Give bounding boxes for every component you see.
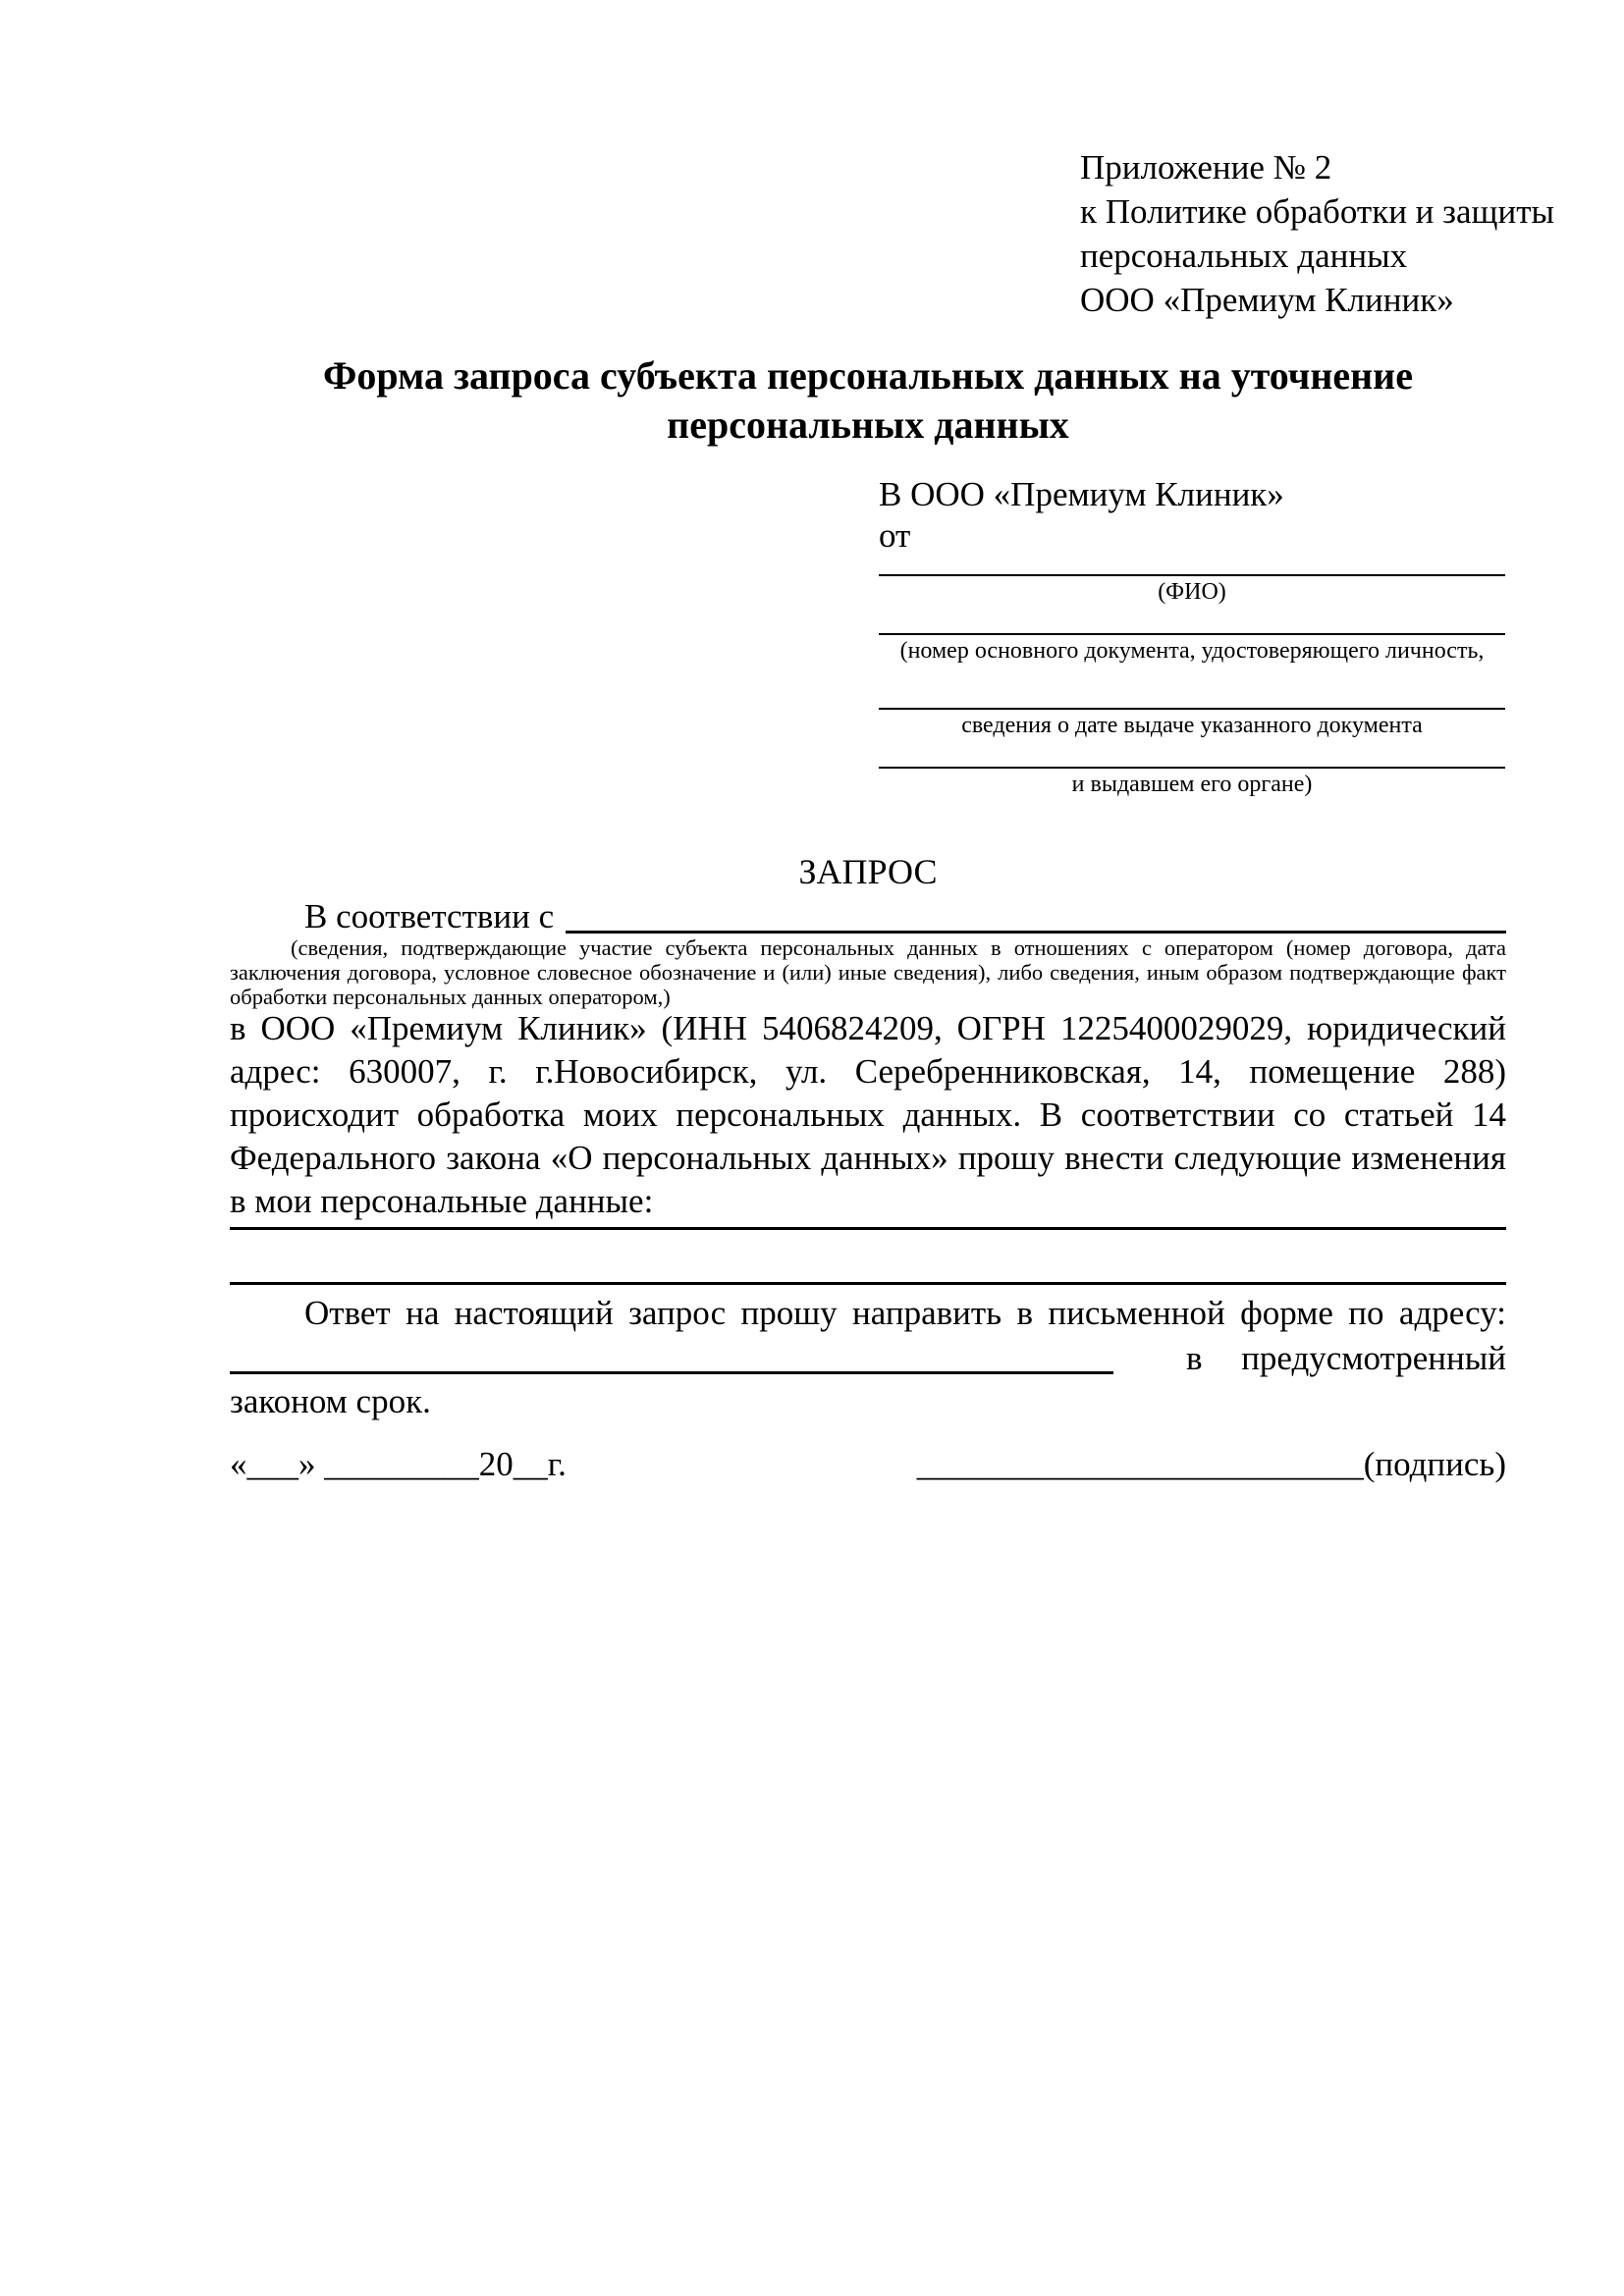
reply-paragraph — [230, 1292, 1506, 1423]
changes-blank-line-2 — [230, 1282, 1506, 1285]
date-signature-row — [230, 1443, 1506, 1486]
basis-footnote: (сведения, подтверждающие участие субъекта персональных данных в отношениях с оператором (номер договора, дата заключения договора, условное словесное обозначение и (или) иные сведения), либо сведения, иным образом подтверждающие факт обработки персональных данных оператором,) — [230, 935, 1506, 1009]
request-body-paragraph: в ООО «Премиум Клиник» (ИНН 5406824209, ОГРН 1225400029029, юридический адрес: 630007, г. г.Новосибирск, ул. Серебренниковская, 14, помещение 288) происходит обработка моих персональных данных. В соответствии со статьей 14 Федерального закона «О персональных данных» прошу внести следующие изменения в мои персональные данные: — [230, 1009, 1506, 1220]
document-number-caption: (номер основного документа, удостоверяющего личность, — [899, 638, 1485, 664]
document-issuer-caption: и выдавшем его органе) — [1071, 772, 1313, 797]
addressee-organization: В ООО «Премиум Клиник» — [879, 475, 1284, 513]
request-intro-prefix: В соответствии с — [304, 897, 555, 935]
appendix-note — [1080, 145, 1554, 322]
reply-address-row — [230, 1335, 1506, 1380]
reply-word-v: в — [1186, 1339, 1203, 1377]
address-blank-line — [230, 1371, 1113, 1374]
request-heading: ЗАПРОС — [798, 852, 938, 891]
reply-tail: законом срок. — [230, 1382, 431, 1420]
date-blank: «___» _________20__г. — [230, 1445, 567, 1483]
signature-area — [917, 1443, 1506, 1486]
reply-word-predusmotrenny: предусмотренный — [1241, 1339, 1506, 1377]
appendix-line-3: персональных данных — [1080, 237, 1408, 275]
signature-blank-line: __________________________ — [916, 1445, 1364, 1483]
document-title: Форма запроса субъекта персональных данных на уточнение персональных данных — [323, 353, 1413, 447]
appendix-line-2: к Политике обработки и защиты — [1080, 192, 1555, 231]
appendix-line-1: Приложение № 2 — [1080, 148, 1332, 187]
appendix-line-4: ООО «Премиум Клиник» — [1080, 281, 1454, 319]
addressee-from-label: от — [879, 516, 911, 555]
document-issue-date-caption: сведения о дате выдаче указанного документа — [961, 713, 1423, 738]
changes-blank-line-1 — [230, 1227, 1506, 1230]
basis-blank-line — [566, 931, 1506, 934]
fio-caption: (ФИО) — [1158, 579, 1226, 605]
request-intro-line — [230, 895, 1506, 938]
reply-sentence: Ответ на настоящий запрос прошу направить в письменной форме по адресу: — [304, 1294, 1506, 1332]
addressee-block — [879, 474, 1505, 800]
signature-caption: (подпись) — [1363, 1445, 1506, 1483]
